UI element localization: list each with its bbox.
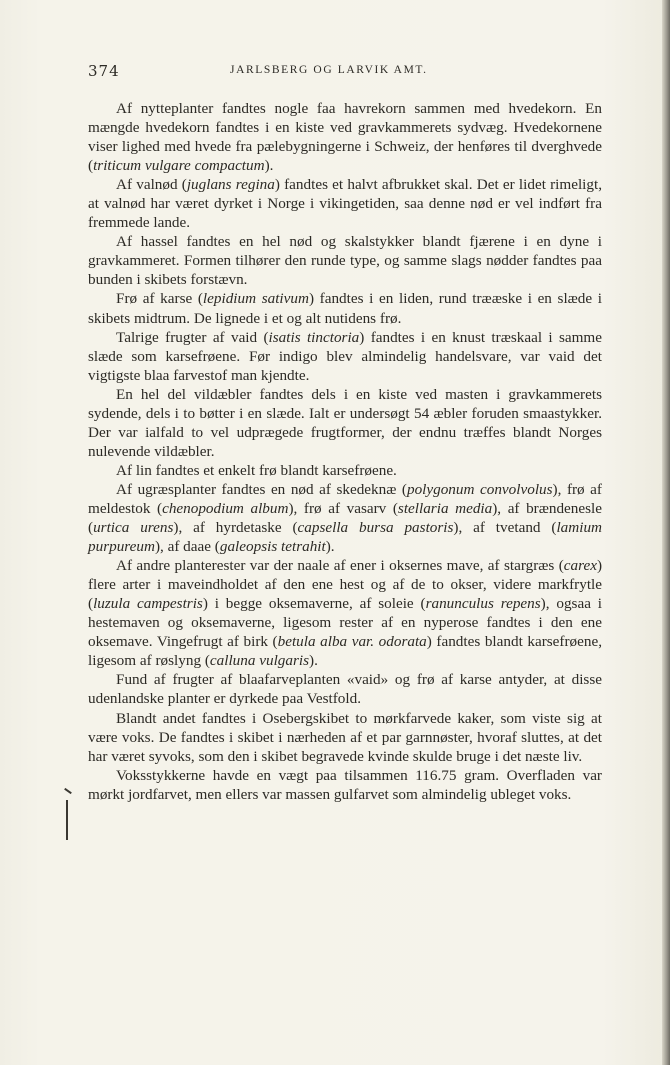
species-name: betula alba var. odorata	[277, 633, 427, 651]
species-name: galeopsis tetrahit	[219, 538, 326, 556]
text-run: ) fandtes i en knust træskaal i samme slæde som karsefrøene. Før indigo blev almindelig handelsvare, var vaid det vigtigste blaa farvestof man kjendte.	[88, 328, 602, 384]
text-run: ), ogsaa i hestemaven og oksemaverne, ligesom rester af en nyperose fandtes i den ene oksemave. Vingefrugt af birk (	[88, 595, 602, 651]
text-run: Voksstykkerne havde en vægt paa tilsammen 116.75 gram. Overfladen var mørkt jordfarvet, men ellers var massen gulfarvet som almindelig ubleget voks.	[88, 766, 602, 803]
species-name: triticum vulgare compactum	[93, 157, 265, 175]
text-run: En hel del vildæbler fandtes dels i en kiste ved masten i gravkammerets sydende, dels i to bøtter i en slæde. Ialt er undersøgt 54 æbler foruden smaastykker. Der var ialfald to vel udprægede frugtformer, der endnu træffes blandt Norges nulevende vildæbler.	[88, 385, 602, 460]
paragraph	[88, 766, 602, 804]
paragraph	[88, 232, 602, 289]
text-run: ) fandtes et halvt afbrukket skal. Det er lidet rimeligt, at valnød har været dyrket i Norge i vikingetiden, saa denne nød er vel indført fra fremmede lande.	[88, 176, 602, 232]
species-name: lamium purpureum	[88, 519, 603, 556]
paragraph	[88, 328, 602, 385]
text-run: Af ugræsplanter fandtes en nød af skedeknæ (	[116, 480, 407, 498]
page-header	[88, 62, 593, 82]
paragraph	[88, 385, 602, 461]
text-run: Talrige frugter af vaid (	[116, 328, 269, 346]
paragraph	[88, 480, 602, 556]
text-run: ) fandtes i en liden, rund trææske i en slæde i skibets midtrum. De lignede i et og alt nutidens frø.	[88, 290, 602, 327]
paragraph	[88, 556, 602, 670]
text-run: ).	[264, 157, 274, 175]
species-name: isatis tinctoria	[268, 328, 360, 346]
text-run: ), frø af meldestok (	[88, 480, 602, 517]
text-run: ) flere arter i maveindholdet af den ene hest og af de to okser, videre markfrytle (	[88, 557, 602, 613]
paragraph	[88, 99, 602, 175]
text-run: Af nytteplanter fandtes nogle faa havrekorn sammen med hvedekorn. En mængde hvedekorn fandtes i en kiste ved gravkammerets sydvæg. Hvedekornene viser lighed med hvede fra pælebygningerne i Schweiz, der henføres til dverghvede (	[88, 100, 602, 175]
paragraph	[88, 709, 602, 766]
text-run: ), af tvetand (	[453, 519, 557, 537]
text-run: ).	[309, 652, 318, 670]
page-number: 374	[88, 62, 120, 80]
species-name: capsella bursa pastoris	[297, 519, 454, 537]
text-run: Af andre planterester var der naale af ener i oksernes mave, af stargræs (	[116, 557, 564, 575]
species-name: chenopodium album	[162, 499, 289, 517]
margin-mark	[64, 790, 68, 840]
text-run: ), frø af vasarv (	[288, 499, 398, 517]
species-name: polygonum convolvolus	[406, 480, 553, 498]
running-head: JARLSBERG OG LARVIK AMT.	[230, 64, 428, 76]
text-run: ) i begge oksemaverne, af soleie (	[202, 595, 426, 613]
page-edge	[662, 0, 670, 1065]
text-run: ) fandtes blandt karsefrøene, ligesom af røslyng (	[88, 633, 602, 670]
paragraph	[88, 289, 602, 327]
paragraph	[88, 670, 602, 708]
text-run: Blandt andet fandtes i Osebergskibet to mørkfarvede kaker, som viste sig at være voks. De fandtes i skibet i nærheden af et par garnnøster, hvoraf sluttes, at det har været syvoks, som den i skibet begravede kvinde skulde bruge i det næste liv.	[88, 709, 602, 765]
species-name: ranunculus repens	[425, 595, 541, 613]
text-run: Af valnød (	[116, 176, 187, 194]
species-name: juglans regina	[186, 176, 275, 194]
text-run: ).	[325, 538, 335, 556]
text-run: ), af hyrdetaske (	[173, 519, 298, 537]
text-run: Af lin fandtes et enkelt frø blandt karsefrøene.	[116, 461, 397, 479]
text-run: Af hassel fandtes en hel nød og skalstykker blandt fjærene i en dyne i gravkammeret. Formen tilhører den runde type, og samme slags nødder fandtes paa bunden i skibets forstævn.	[88, 233, 602, 289]
paragraph	[88, 175, 602, 232]
text-run: Frø af karse (	[116, 290, 203, 308]
species-name: luzula campestris	[93, 595, 203, 613]
paragraph	[88, 461, 602, 480]
species-name: lepidium sativum	[202, 290, 309, 308]
text-run: ), af daae (	[154, 538, 220, 556]
species-name: calluna vulgaris	[209, 652, 310, 670]
species-name: carex	[563, 557, 597, 575]
body-text	[88, 99, 602, 804]
text-run: Fund af frugter af blaafarveplanten «vaid» og frø af karse antyder, at disse udenlandske planter er dyrkede paa Vestfold.	[88, 671, 602, 708]
text-run: ), af brændenesle (	[88, 499, 603, 537]
species-name: stellaria media	[397, 499, 493, 517]
species-name: urtica urens	[93, 519, 174, 537]
